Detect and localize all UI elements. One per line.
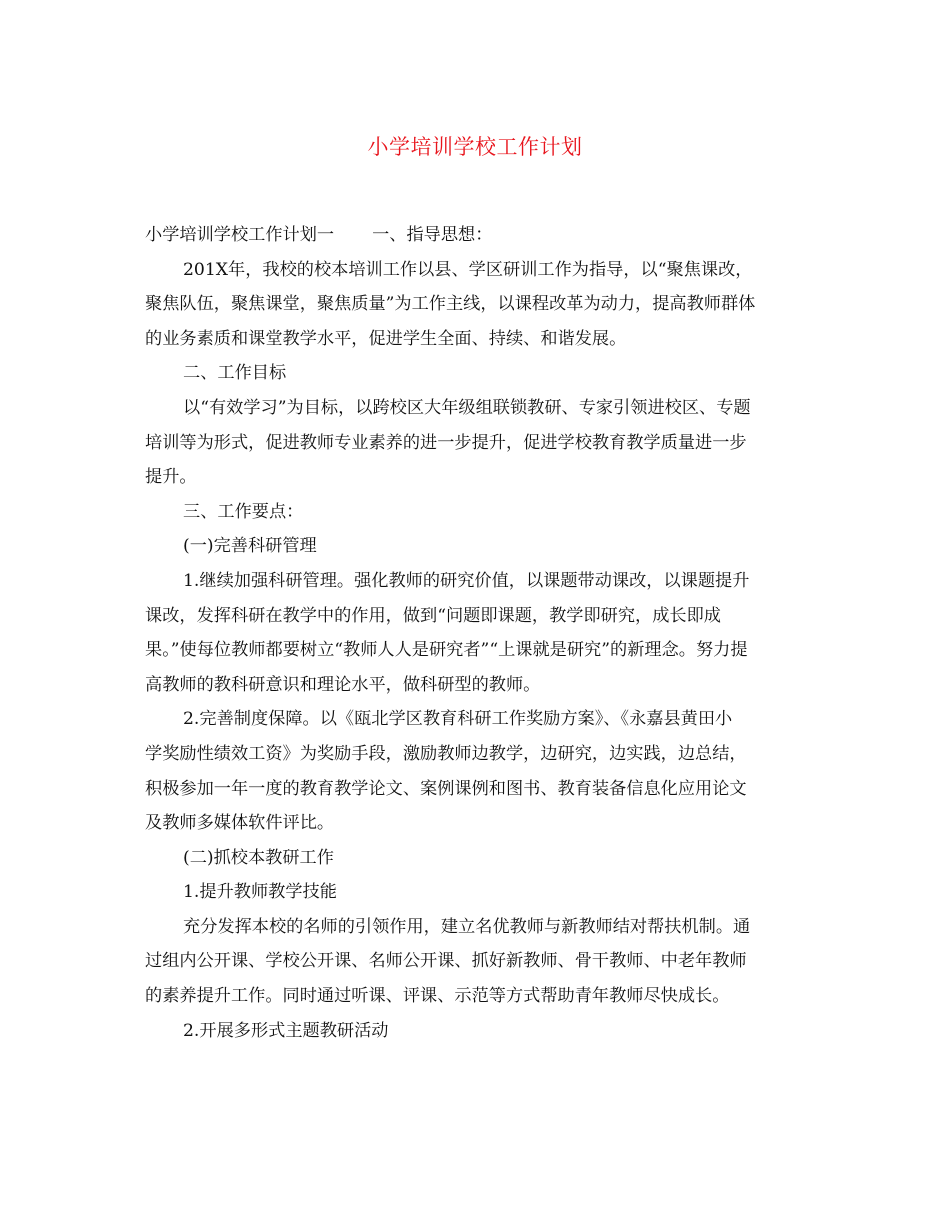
text-line: 的业务素质和课堂教学水平，促进学生全面、持续、和谐发展。 xyxy=(145,328,627,349)
text-line: 课改，发挥科研在教学中的作用，做到“问题即课题，教学即研究，成长即成 xyxy=(145,605,721,626)
paragraph-teaching-skills xyxy=(145,910,813,1014)
text-line: 聚焦队伍，聚焦课堂，聚焦质量”为工作主线，以课程改革为动力，提高教师群体 xyxy=(145,294,756,315)
text-line: 的素养提升工作。同时通过听课、评课、示范等方式帮助青年教师尽快成长。 xyxy=(145,986,730,1007)
text-line: 学奖励性绩效工资》为奖励手段，激励教师边教学，边研究，边实践，边总结， xyxy=(145,743,747,764)
subsection-1-heading: (一)完善科研管理 xyxy=(183,536,317,557)
text-line: 果。”使每位教师都要树立“教师人人是研究者”“上课就是研究”的新理念。努力提 xyxy=(145,640,748,661)
item-2-2-heading: 2.开展多形式主题教研活动 xyxy=(183,1020,389,1041)
text-line: 2.完善制度保障。以《瓯北学区教育科研工作奖励方案》、《永嘉县黄田小 xyxy=(183,709,733,730)
document-body xyxy=(145,218,813,1048)
text-line: 提升。 xyxy=(145,467,197,488)
subsection-2-heading: (二)抓校本教研工作 xyxy=(183,847,334,868)
paragraph-work-goals xyxy=(145,391,813,495)
item-2-1-heading: 1.提升教师教学技能 xyxy=(183,882,337,903)
text-line: 过组内公开课、学校公开课、名师公开课、抓好新教师、骨干教师、中老年教师 xyxy=(145,951,747,972)
text-line: 及教师多媒体软件评比。 xyxy=(145,813,335,834)
text-line: 201X年，我校的校本培训工作以县、学区研训工作为指导，以“聚焦课改， xyxy=(183,259,753,280)
intro-heading: 小学培训学校工作计划一 xyxy=(145,225,335,245)
text-line: 充分发挥本校的名师的引领作用，建立名优教师与新教师结对帮扶机制。通 xyxy=(183,916,751,937)
text-line: 培训等为形式，促进教师专业素养的进一步提升，促进学校教育教学质量进一步 xyxy=(145,432,747,453)
text-line: 积极参加一年一度的教育教学论文、案例课例和图书、教育装备信息化应用论文 xyxy=(145,778,747,799)
text-line: 以“有效学习”为目标，以跨校区大年级组联锁教研、专家引领进校区、专题 xyxy=(183,397,751,418)
paragraph-research-management xyxy=(145,564,813,702)
document-title: 小学培训学校工作计划 xyxy=(367,135,583,159)
section-3-heading: 三、工作要点： xyxy=(183,501,304,522)
text-line: 高教师的教科研意识和理论水平，做科研型的教师。 xyxy=(145,674,541,695)
paragraph-system-guarantee xyxy=(145,702,813,840)
text-line: 1.继续加强科研管理。强化教师的研究价值，以课题带动课改，以课题提升 xyxy=(183,570,750,591)
paragraph-guiding-ideology xyxy=(145,253,813,357)
intro-line xyxy=(145,218,813,253)
section-2-heading: 二、工作目标 xyxy=(183,363,287,384)
section-1-heading: 一、指导思想： xyxy=(372,225,493,245)
